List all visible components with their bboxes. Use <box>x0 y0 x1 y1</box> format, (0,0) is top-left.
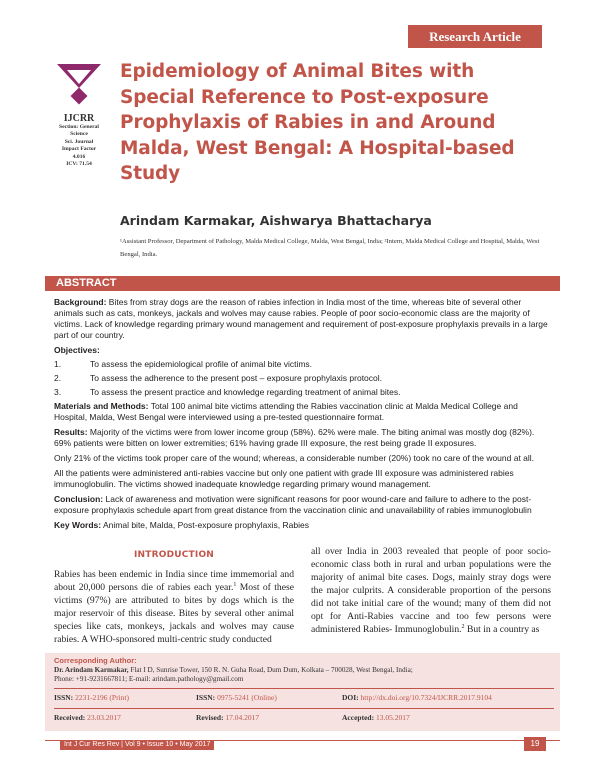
citation-ref: 1 <box>233 581 237 588</box>
journal-name: IJCRR <box>63 113 95 124</box>
intro-heading: INTRODUCTION <box>133 550 215 560</box>
divider <box>54 708 554 709</box>
doi[interactable]: DOI: http://dx.doi.org/10.7324/IJCRR.2017.9104 <box>342 692 492 702</box>
dates-row <box>54 713 554 725</box>
issn-print: ISSN: 2231-2196 (Print) <box>54 692 130 702</box>
abstract-results-2: Only 21% of the victims took proper care of the wound; whereas, a considerable number (20%) took no care of the wound at all. <box>54 453 535 463</box>
article-type-tab: Research Article <box>408 25 542 48</box>
correspondence-address: Dr. Arindam Karmakar, Flat I D, Sunrise Tower, 150 R. N. Guha Road, Dum Dum, Kolkata – 700028, West Bengal, India; <box>54 665 413 674</box>
journal-line: Impact Factor <box>61 146 97 153</box>
abstract-results-3: All the patients were administered anti-rabies vaccine but only one patient with grade III exposure was administered rabies immunoglobulin. The victims showed inadequate knowledge regarding primary wound management. <box>54 468 514 489</box>
abstract-keywords: Key Words: Animal bite, Malda, Post-exposure prophylaxis, Rabies <box>54 520 309 530</box>
abstract-conclusion: Conclusion: Lack of awareness and motivation were significant reasons for poor wound-care and failure to adhere to the post-exposure prophylaxis schedule apart from great distance from the vaccination clinic and unavailability of rabies immunoglobulin <box>54 494 532 515</box>
list-item: 3. To assess the present practice and knowledge regarding treatment of animal bites. <box>54 387 401 397</box>
accepted-date: Accepted: 13.05.2017 <box>342 712 410 722</box>
affiliation: ¹Assistant Professor, Department of Pathology, Malda Medical College, Malda, West Bengal, India; ²Intern, Malda Medical College and Hospital, Malda, West Bengal, India. <box>120 238 540 258</box>
abstract-heading: ABSTRACT <box>56 277 117 289</box>
objectives-heading: Objectives: <box>54 345 100 355</box>
journal-line: 4.016 <box>72 153 86 160</box>
issn-online: ISSN: 0975-5241 (Online) <box>196 692 277 702</box>
journal-line: ICV: 71.54 <box>66 161 92 168</box>
abstract-methods: Materials and Methods: Total 100 animal bite victims attending the Rabies vaccination clinic at Malda Medical College and Hospital, Malda, West Bengal were interviewed using a pre-tested questionnaire format. <box>54 401 518 422</box>
correspondence-contact: Phone: +91-9231667811; E-mail: arindam.pathology@gmail.com <box>54 675 244 683</box>
footer-citation: Int J Cur Res Rev | Vol 9 • Issue 10 • May 2017 <box>60 740 214 750</box>
abstract-results: Results: Majority of the victims were from lower income group (58%). 62% were male. The biting animal was mostly dog (82%). 69% patients were bitten on lower extremities; 61% having grade III exposure, the rest being grade II exposures. <box>54 427 535 448</box>
abstract-bar <box>45 276 560 291</box>
abstract-background: Background: Bites from stray dogs are the reason of rabies infection in India most of the time, whereas bite of several other animals such as cats, monkeys, jackals and wolves may cause rabies. People of poor socio-economic class are the majority of victims. Lack of knowledge regarding primary wound management and requirement of post-exposure prophylaxis prevails in a large part of our country. <box>54 297 548 340</box>
journal-line: Section: General <box>59 124 99 130</box>
list-item: 2. To assess the adherence to the present post – exposure prophylaxis protocol. <box>54 373 383 383</box>
page-number: 19 <box>524 737 546 751</box>
list-item: 1. To assess the epidemiological profile of animal bite victims. <box>54 359 313 369</box>
citation-ref: 2 <box>461 623 465 630</box>
journal-line: Sci. Journal <box>64 138 94 145</box>
authors: Arindam Karmakar, Aishwarya Bhattacharya <box>120 213 432 228</box>
divider <box>54 688 554 689</box>
received-date: Received: 23.03.2017 <box>54 712 121 722</box>
intro-paragraph-cont: all over India in 2003 revealed that people of poor socio-economic class both in rural and urban populations were the majority of animal bite cases. Dogs, mainly stray dogs were the major culprits. A considerable proportion of the persons did not take initial care of the wound; many of them did not opt for Anti-Rabies vaccine and too few persons were administered Rabies- Immunoglobulin.$^2$ But in a country as <box>311 546 551 635</box>
journal-info <box>44 113 114 168</box>
issn-row <box>54 693 554 705</box>
journal-line: Science <box>70 131 88 138</box>
paper-title: Epidemiology of Animal Bites with Special Reference to Post-exposure Prophylaxis of Rabies in and Around Malda, West Bengal: A Hospital-based Study <box>120 61 515 184</box>
intro-paragraph: Rabies has been endemic in India since time immemorial and about 20,000 persons die of rabies each year.$^1$ Most of these victims (97%) are attributed to bites by dogs which is the major reservoir of this disease. Bites by several other animal species like cats, monkeys, jackals and wolves may cause rabies. A WHO-sponsored multi-centric study conducted <box>54 569 294 645</box>
revised-date: Revised: 17.04.2017 <box>196 712 260 722</box>
objectives-list <box>54 359 552 398</box>
abstract-body <box>54 297 552 535</box>
correspondence <box>54 656 554 725</box>
journal-logo-icon <box>55 62 103 112</box>
intro-right-column <box>311 545 551 636</box>
intro-left-column <box>54 545 294 646</box>
correspondence-heading: Corresponding Author: <box>54 656 137 665</box>
